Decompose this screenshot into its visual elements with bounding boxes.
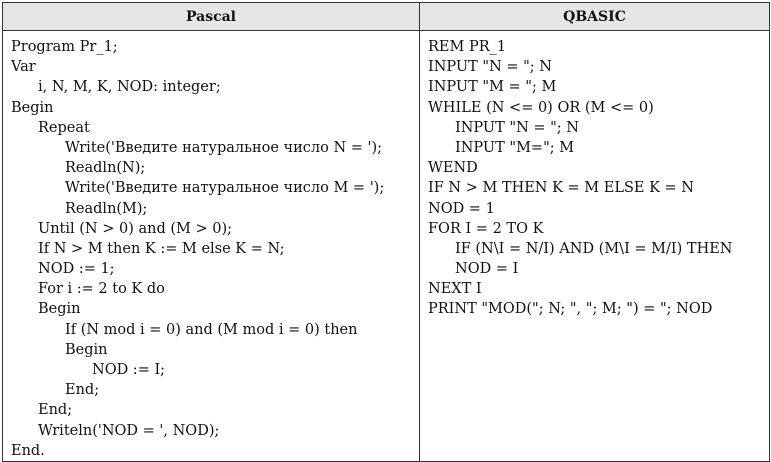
qbasic-code-line: PRINT "MOD("; N; ", "; M; ") = "; NOD [428,301,713,318]
qbasic-code-line: WHILE (N <= 0) OR (M <= 0) [428,99,654,116]
qbasic-code-line: INPUT "M = "; M [428,79,557,96]
qbasic-code-line: IF N > M THEN K = M ELSE K = N [428,180,694,197]
pascal-code-line: If N > M then K := M else K = N; [38,240,285,257]
qbasic-code-line: REM PR_1 [428,39,507,55]
qbasic-code-cell [420,31,770,462]
pascal-code-line: Readln(N); [65,160,146,177]
qbasic-code-line: INPUT "M="; M [455,139,575,156]
pascal-code-line: i, N, M, K, NOD: integer; [38,79,221,96]
qbasic-code-line: INPUT "N = "; N [428,59,552,76]
pascal-code-line: If (N mod i = 0) and (M mod i = 0) then [65,321,358,338]
pascal-code-line: Writeln('NOD = ', NOD); [38,422,220,439]
pascal-code-line: Begin [11,99,54,116]
qbasic-code-line: FOR I = 2 TO K [428,220,544,237]
qbasic-code-line: IF (N\I = N/I) AND (M\I = M/I) THEN [455,240,733,257]
pascal-code-line: Write('Введите натуральное число N = '); [65,139,383,156]
pascal-code-line: NOD := 1; [38,261,115,278]
qbasic-code-line: NOD = I [455,261,519,278]
pascal-code-line: Write('Введите натуральное число M = '); [65,180,385,197]
pascal-code-line: End. [11,442,45,459]
code-comparison-table [2,2,770,462]
qbasic-code-line: NOD = 1 [428,200,495,217]
pascal-code-line: For i := 2 to K do [38,281,165,298]
qbasic-code-line: WEND [428,160,478,177]
pascal-code-line: End; [38,402,73,419]
pascal-code-line: Readln(M); [65,200,148,217]
qbasic-code-line: NEXT I [428,281,482,298]
header-row [3,3,770,31]
pascal-code-line: Program Pr_1; [11,39,118,55]
pascal-code-line: Until (N > 0) and (M > 0); [38,220,232,237]
pascal-column-header: Pascal [3,3,420,31]
code-row [3,31,770,462]
pascal-code-line: End; [65,382,100,399]
pascal-code-line: Begin [65,341,108,358]
pascal-code-cell [3,31,420,462]
pascal-code-line: Var [11,59,36,76]
pascal-code-line: Repeat [38,119,90,136]
qbasic-column-header: QBASIC [420,3,770,31]
pascal-code-line: NOD := I; [92,362,166,378]
qbasic-code-line: INPUT "N = "; N [455,119,579,136]
pascal-code-line: Begin [38,301,81,318]
